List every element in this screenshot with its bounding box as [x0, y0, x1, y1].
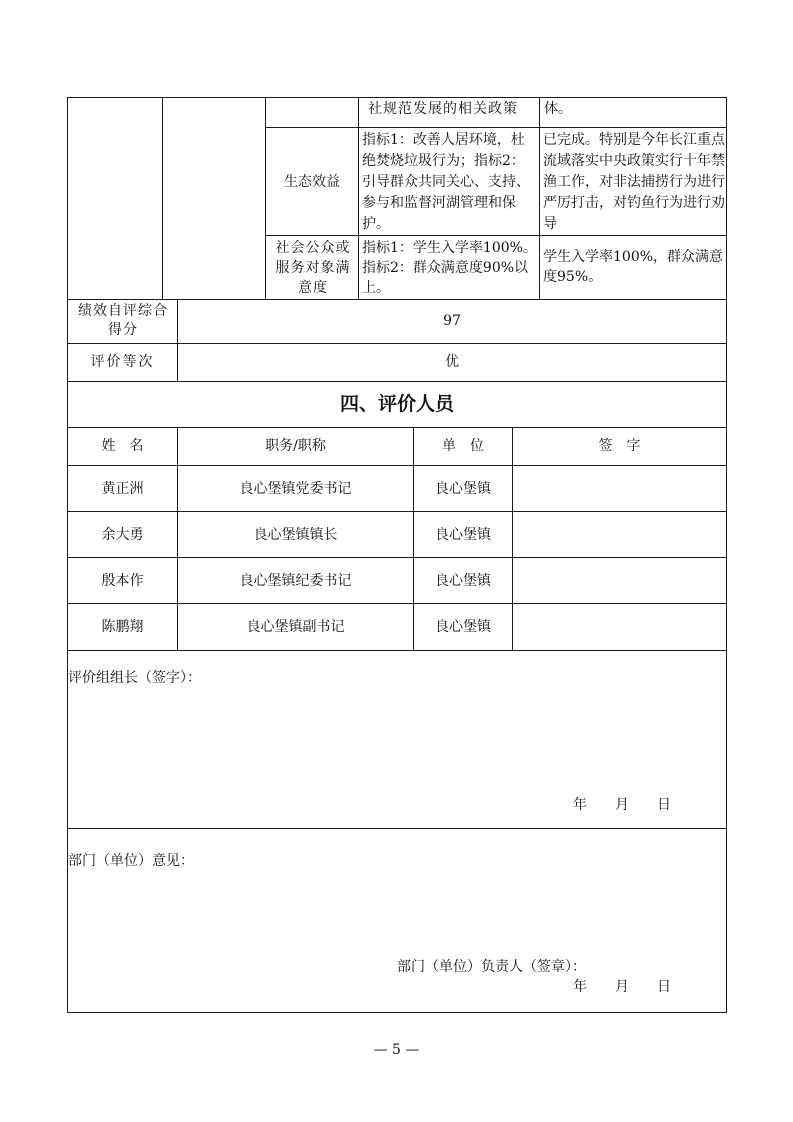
person-4-name: 陈鹏翔 [101, 619, 144, 635]
header-unit: 单 位 [442, 438, 484, 454]
person-1-name: 黄正洲 [101, 481, 144, 497]
dept-label: 部门（单位）意见： [68, 853, 194, 869]
person-1-unit: 良心堡镇 [435, 481, 491, 497]
row1-result: 体。 [544, 101, 572, 117]
person-2-name: 余大勇 [101, 527, 144, 543]
page-number: — 5 — [373, 1042, 420, 1058]
person-3-name: 殷本作 [101, 573, 144, 589]
row2-category: 生态效益 [284, 174, 340, 190]
grade-value: 优 [445, 354, 459, 370]
person-3-signature-cell[interactable] [513, 558, 726, 603]
person-4-signature-cell[interactable] [513, 604, 726, 650]
person-2-unit: 良心堡镇 [435, 527, 491, 543]
person-3-unit: 良心堡镇 [435, 573, 491, 589]
person-4-unit: 良心堡镇 [435, 619, 491, 635]
row2-indicator: 指标1：改善人居环境，杜绝焚烧垃圾行为；指标2：引导群众共同关心、支持、参与和监督河湖管理和保护。 [362, 132, 530, 232]
section-title: 四、评价人员 [339, 393, 454, 415]
score-label: 绩效自评综合得分 [78, 303, 168, 338]
row2-result: 已完成。特别是今年长江重点流域落实中央政策实行十年禁渔工作，对非法捕捞行为进行严厉打击，对钓鱼行为进行劝导 [543, 132, 725, 232]
header-signature: 签 字 [598, 438, 641, 454]
person-3-title: 良心堡镇纪委书记 [239, 573, 352, 589]
person-2-signature-cell[interactable] [513, 512, 726, 557]
dept-date: 年 月 日 [573, 979, 671, 995]
leader-date: 年 月 日 [573, 797, 671, 813]
person-1-signature-cell[interactable] [513, 466, 726, 511]
header-title: 职务/职称 [265, 438, 326, 454]
row1-indicator: 社规范发展的相关政策 [368, 101, 518, 117]
score-value: 97 [443, 313, 461, 329]
leader-label: 评价组组长（签字）： [68, 670, 201, 686]
person-2-title: 良心堡镇镇长 [253, 527, 338, 543]
person-1-title: 良心堡镇党委书记 [239, 481, 352, 497]
person-4-title: 良心堡镇副书记 [246, 619, 345, 635]
row3-indicator: 指标1：学生入学率100%。指标2：群众满意度90%以上。 [362, 240, 537, 296]
header-name: 姓 名 [101, 438, 144, 454]
grade-label: 评价等次 [90, 354, 155, 370]
row3-category: 社会公众或服务对象满意度 [275, 240, 351, 296]
row3-result: 学生入学率100%，群众满意度95%。 [543, 249, 724, 285]
dept-responsible: 部门（单位）负责人（签章）： [397, 959, 586, 975]
